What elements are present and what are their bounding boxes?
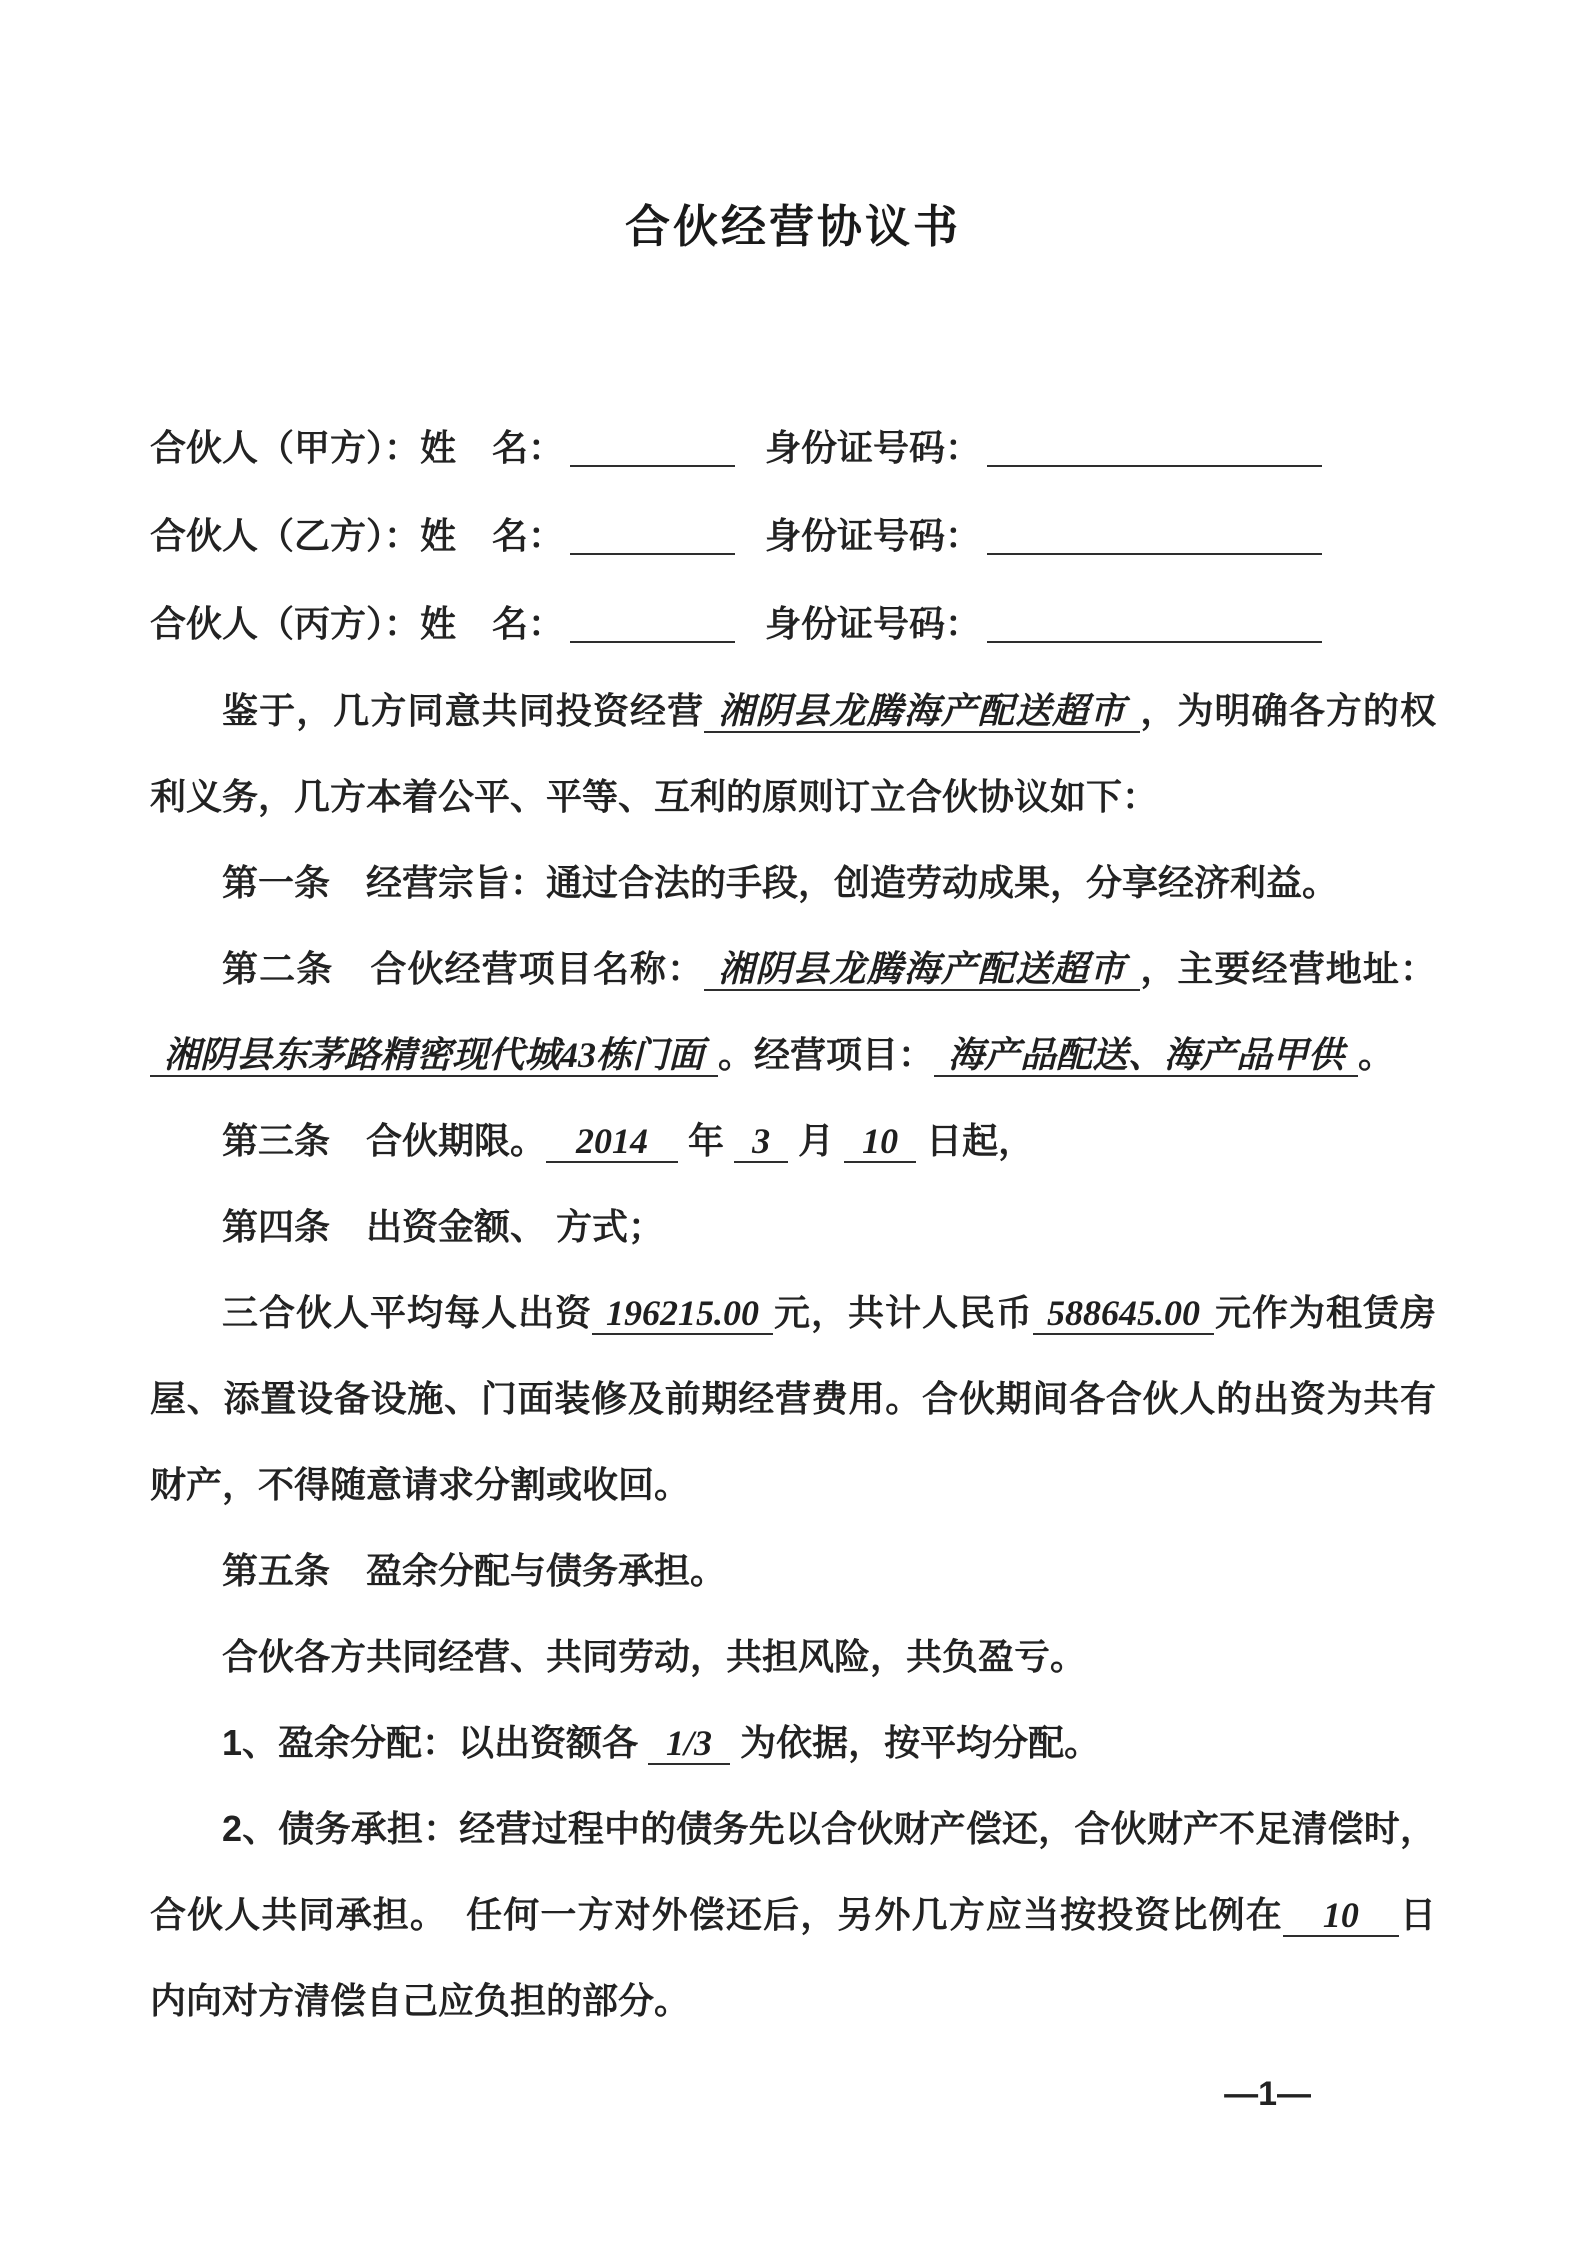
joint-operation-paragraph xyxy=(150,1614,1436,1700)
party-b-id-label: 身份证号码： xyxy=(765,515,982,556)
start-year-field: 2014 xyxy=(546,1121,678,1163)
start-day-field: 10 xyxy=(844,1121,916,1163)
article-4-text: 第四条 出资金额、 方式； xyxy=(222,1206,665,1247)
business-name-field: 湘阴县龙腾海产配送超市 xyxy=(704,691,1140,733)
profit-share-field: 1/3 xyxy=(648,1723,730,1765)
debt-text-after: 日内向对方清偿自己应负担的部分。 xyxy=(150,1894,1436,2021)
party-a-id-label: 身份证号码： xyxy=(765,427,982,468)
total-amount-field: 588645.00 xyxy=(1033,1293,1214,1335)
day-label: 日起， xyxy=(926,1120,1035,1161)
party-b-label: 合伙人（乙方）：姓 名： xyxy=(150,515,565,556)
party-row-c xyxy=(150,580,1436,668)
article-1-text: 第一条 经营宗旨：通过合法的手段，创造劳动成果，分享经济利益。 xyxy=(222,862,1339,903)
party-c-name-field xyxy=(570,605,735,643)
profit-text-after: 为依据，按平均分配。 xyxy=(740,1722,1101,1763)
party-c-label: 合伙人（丙方）：姓 名： xyxy=(150,603,565,644)
document-title: 合伙经营协议书 xyxy=(624,201,961,252)
debt-liability-paragraph xyxy=(150,1786,1436,2044)
article-2-text-end: 。 xyxy=(1358,1034,1395,1075)
address-field: 湘阴县东茅路精密现代城43栋门面 xyxy=(150,1035,718,1077)
business-scope-field: 海产品配送、海产品甲供 xyxy=(934,1035,1358,1077)
month-label: 月 xyxy=(798,1120,835,1161)
start-month-field: 3 xyxy=(734,1121,788,1163)
party-row-a xyxy=(150,404,1436,492)
joint-operation-text: 合伙各方共同经营、共同劳动，共担风险，共负盈亏。 xyxy=(222,1636,1087,1677)
per-person-amount-field: 196215.00 xyxy=(592,1293,773,1335)
party-c-id-field xyxy=(987,605,1322,643)
article-2-text-mid2: 。经营项目： xyxy=(718,1034,935,1075)
article-1-paragraph xyxy=(150,840,1436,926)
article-2-text-mid1: ，主要经营地址： xyxy=(1140,948,1436,989)
profit-text-before: 1、盈余分配：以出资额各 xyxy=(222,1722,639,1763)
repayment-days-field: 10 xyxy=(1283,1895,1399,1937)
party-row-b xyxy=(150,492,1436,580)
article-5-paragraph xyxy=(150,1528,1436,1614)
party-a-name-field xyxy=(570,429,735,467)
preamble-text-after: ，为明确各方的权利义务，几方本着公平、平等、互利的原则订立合伙协议如下： xyxy=(150,690,1436,817)
party-a-label: 合伙人（甲方）：姓 名： xyxy=(150,427,565,468)
party-c-id-label: 身份证号码： xyxy=(765,603,982,644)
preamble-paragraph xyxy=(150,668,1436,840)
party-b-id-field xyxy=(987,517,1322,555)
article-3-text-before: 第三条 合伙期限。 xyxy=(222,1120,547,1161)
article-2-text-before: 第二条 合伙经营项目名称： xyxy=(222,948,705,989)
capital-text-before: 三合伙人平均每人出资 xyxy=(222,1292,592,1333)
party-a-id-field xyxy=(987,429,1322,467)
project-name-field: 湘阴县龙腾海产配送超市 xyxy=(704,949,1140,991)
capital-paragraph xyxy=(150,1270,1436,1528)
profit-distribution-paragraph xyxy=(150,1700,1436,1786)
article-5-text: 第五条 盈余分配与债务承担。 xyxy=(222,1550,727,1591)
article-3-paragraph xyxy=(150,1098,1436,1184)
article-2-paragraph xyxy=(150,926,1436,1098)
capital-text-mid: 元，共计人民币 xyxy=(772,1292,1033,1333)
preamble-text-before: 鉴于，几方同意共同投资经营 xyxy=(222,690,705,731)
party-b-name-field xyxy=(570,517,735,555)
debt-text-before: 2、债务承担：经营过程中的债务先以合伙财产偿还，合伙财产不足清偿时，合伙人共同承担。 任何一方对外偿还后，另外几方应当按投资比例在 xyxy=(150,1808,1436,1935)
year-label: 年 xyxy=(688,1120,725,1161)
capital-text-after: 元作为租赁房屋、添置设备设施、门面装修及前期经营费用。合伙期间各合伙人的出资为共有财产，不得随意请求分割或收回。 xyxy=(150,1292,1436,1505)
article-4-paragraph xyxy=(150,1184,1436,1270)
page-number: —1— xyxy=(1224,2075,1311,2113)
